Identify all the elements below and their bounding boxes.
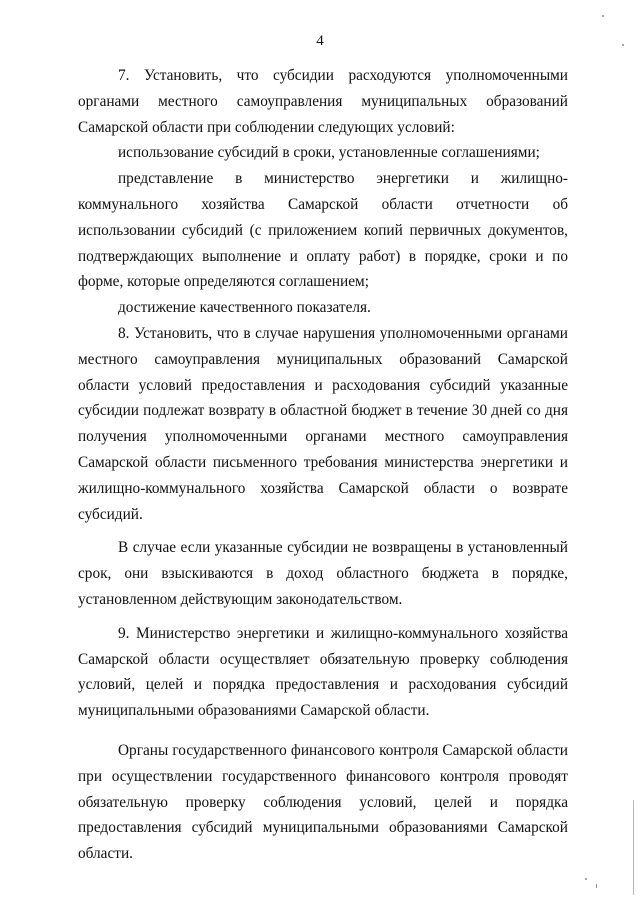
condition-deadlines: использование субсидий в сроки, установленные соглашениями; [118, 144, 540, 162]
paragraph-7: 7. Установить, что субсидии расходуются уполномоченными органами местного самоуправления муниципальных образований Самарской области при соблюдении следующих условий: [78, 67, 568, 136]
scan-speck [585, 878, 587, 880]
document-body [78, 63, 568, 867]
paragraph-8: 8. Установить, что в случае нарушения уполномоченными органами местного самоуправления муниципальных образований Самарской области условий предоставления и расходования субсидий указанные субсидии подлежат возврату в областной бюджет в течение 30 дней со дня получения уполномоченными органами местного самоуправления Самарской области письменного требования министерства энергетики и жилищно-коммунального хозяйства Самарской области о возврате субсидий. [78, 324, 568, 523]
paragraph-9-control: Органы государственного финансового контроля Самарской области при осуществлении государственного финансового контроля проводят обязательную проверку соблюдения условий, целей и порядка предоставления субсидий муниципальными образованиями Самарской области. [78, 741, 568, 863]
scan-speck [596, 884, 597, 888]
condition-quality-indicator: достижение качественного показателя. [118, 299, 371, 317]
page-number: 4 [316, 33, 324, 49]
scan-edge-line [633, 800, 634, 895]
paragraph-8-refund: В случае если указанные субсидии не возвращены в установленный срок, они взыскиваются в доход областного бюджета в порядке, установленном действующим законодательством. [78, 539, 568, 608]
paragraph-9: 9. Министерство энергетики и жилищно-коммунального хозяйства Самарской области осуществляет обязательную проверку соблюдения условий, целей и порядка предоставления и расходования субсидий муниципальными образованиями Самарской области. [78, 624, 568, 720]
scan-speck [622, 44, 624, 46]
condition-reporting: представление в министерство энергетики и жилищно-коммунального хозяйства Самарской области отчетности об использовании субсидий (с приложением копий первичных документов, подтверждающих выполнение и оплату работ) в порядке, сроки и по форме, которые определяются соглашением; [78, 170, 568, 291]
scan-speck [602, 15, 604, 17]
